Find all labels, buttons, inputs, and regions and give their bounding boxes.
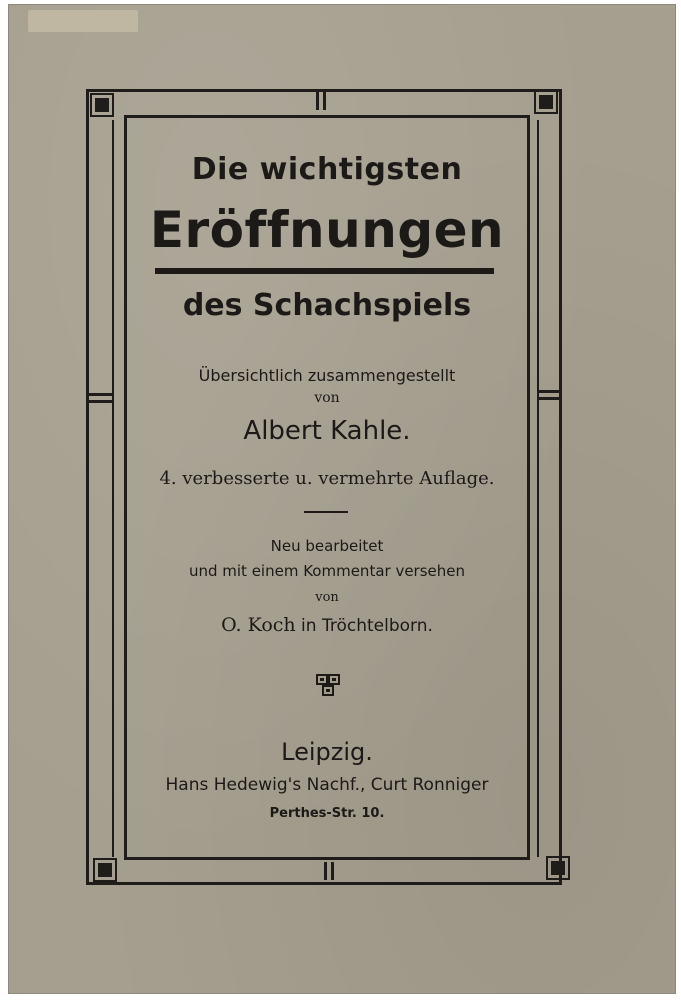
commentary-note: und mit einem Kommentar versehen bbox=[188, 562, 466, 580]
corner-ornament-top-left bbox=[90, 93, 114, 117]
editor-name: O. Koch bbox=[221, 614, 296, 636]
corner-ornament-bottom-left bbox=[93, 858, 117, 882]
top-tick-right bbox=[323, 92, 326, 110]
title-rule bbox=[155, 268, 494, 274]
corner-ornament-bottom-right bbox=[546, 856, 570, 880]
publication-city: Leipzig. bbox=[281, 738, 373, 766]
printer-ornament-icon bbox=[316, 674, 340, 696]
title-main: Eröffnungen bbox=[149, 201, 505, 259]
bottom-tick-left bbox=[324, 862, 327, 880]
right-rail bbox=[537, 120, 539, 857]
author-name: Albert Kahle. bbox=[243, 416, 411, 446]
editor-line bbox=[124, 614, 530, 636]
paper-stain bbox=[28, 10, 138, 32]
publisher-name: Hans Hedewig's Nachf., Curt Ronniger bbox=[165, 775, 489, 795]
right-band-top bbox=[537, 390, 559, 393]
revised-note: Neu bearbeitet bbox=[270, 537, 384, 555]
right-band-bottom bbox=[537, 397, 559, 400]
title-line-1: Die wichtigsten bbox=[191, 152, 463, 187]
by-label-2: von bbox=[315, 590, 339, 605]
left-rail bbox=[112, 120, 114, 857]
section-divider bbox=[304, 511, 348, 513]
left-band-top bbox=[89, 393, 114, 396]
editor-place: in Tröchtelborn. bbox=[301, 616, 433, 636]
title-line-3: des Schachspiels bbox=[182, 288, 472, 323]
bottom-tick-right bbox=[331, 862, 334, 880]
edition-note: 4. verbesserte u. vermehrte Auflage. bbox=[159, 468, 495, 489]
top-tick-left bbox=[316, 92, 319, 110]
corner-ornament-top-right bbox=[534, 90, 558, 114]
left-band-bottom bbox=[89, 400, 114, 403]
by-label: von bbox=[314, 390, 340, 406]
compiled-note: Übersichtlich zusammengestellt bbox=[198, 366, 456, 385]
publisher-address: Perthes-Str. 10. bbox=[269, 806, 385, 821]
